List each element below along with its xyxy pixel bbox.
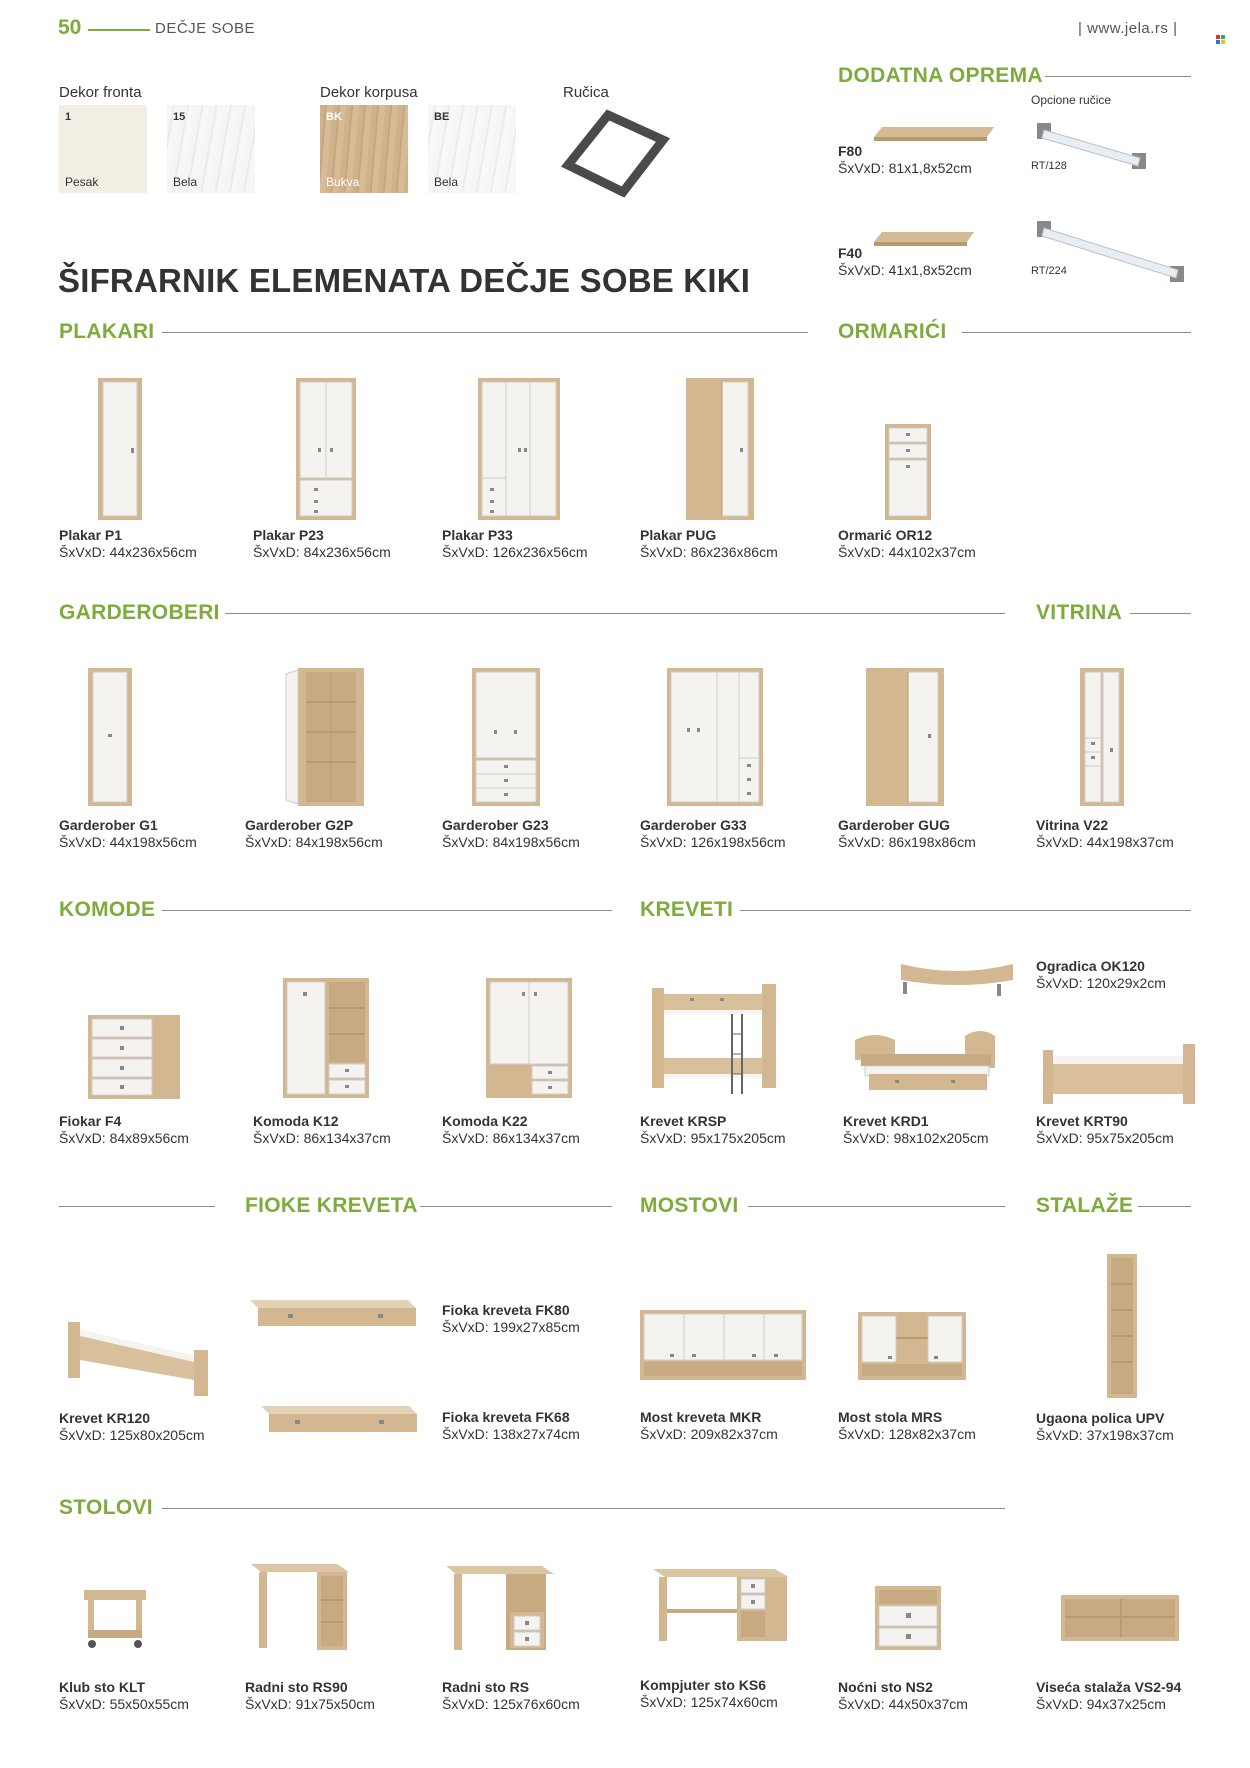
item-name: Krevet KR120	[59, 1410, 151, 1426]
handle-rt224-image	[1032, 218, 1192, 293]
swatch-pesak[interactable]	[59, 105, 147, 193]
garderober-g1-image	[88, 668, 134, 808]
board-f80-image	[872, 125, 997, 145]
komoda-k22-image	[486, 978, 574, 1100]
item-name: Kompjuter sto KS6	[640, 1677, 767, 1693]
divider	[420, 1206, 612, 1207]
item-name: Fioka kreveta FK80	[442, 1302, 570, 1318]
item-dim: ŠxVxD: 120x29x2cm	[1036, 975, 1166, 991]
item-dim: ŠxVxD: 37x198x37cm	[1036, 1427, 1174, 1443]
plakar-p23-image	[296, 378, 358, 522]
section-garderoberi: GARDEROBERI	[59, 601, 220, 624]
fiokar-f4-image	[88, 1015, 182, 1101]
item-name: Krevet KRD1	[843, 1113, 929, 1129]
item-dim: ŠxVxD: 126x236x56cm	[442, 544, 588, 560]
plakar-pug-image	[686, 378, 756, 522]
item-dim: ŠxVxD: 44x198x56cm	[59, 834, 197, 850]
header-section-label: DEČJE SOBE	[155, 20, 256, 37]
handle-caption: Ručica	[563, 84, 609, 101]
item-dim: ŠxVxD: 81x1,8x52cm	[838, 160, 972, 176]
most-stola-mrs-image	[858, 1312, 968, 1384]
divider	[1045, 76, 1191, 77]
divider	[59, 1206, 215, 1207]
garderober-g23-image	[472, 668, 542, 808]
item-name: Krevet KRT90	[1036, 1113, 1128, 1129]
section-dodatna-oprema: DODATNA OPREMA	[838, 64, 1043, 87]
item-name: Garderober G2P	[245, 817, 354, 833]
garderober-gug-image	[866, 668, 946, 808]
section-mostovi: MOSTOVI	[640, 1194, 739, 1217]
item-dim: ŠxVxD: 44x198x37cm	[1036, 834, 1174, 850]
divider	[162, 332, 808, 333]
page-title: ŠIFRARNIK ELEMENATA DEČJE SOBE KIKI	[58, 262, 751, 299]
handle-label: RT/224	[1031, 265, 1067, 277]
swatch-bukva[interactable]	[320, 105, 408, 193]
item-name: Most stola MRS	[838, 1409, 943, 1425]
section-stalaze: STALAŽE	[1036, 1194, 1134, 1217]
logo-dots-icon	[1216, 35, 1226, 45]
divider	[162, 910, 612, 911]
krevet-krd1-image	[855, 1030, 1000, 1100]
header-url[interactable]: | www.jela.rs |	[1078, 20, 1178, 37]
item-name: Ormarić OR12	[838, 527, 933, 543]
page-number: 50	[58, 16, 82, 39]
item-dim: ŠxVxD: 138x27x74cm	[442, 1426, 580, 1442]
item-dim: ŠxVxD: 86x134x37cm	[442, 1130, 580, 1146]
radni-sto-rs-image	[446, 1562, 558, 1654]
item-dim: ŠxVxD: 55x50x55cm	[59, 1696, 189, 1712]
fioka-fk80-image	[248, 1292, 418, 1332]
item-dim: ŠxVxD: 95x175x205cm	[640, 1130, 786, 1146]
divider	[740, 910, 1191, 911]
krevet-kr120-image	[68, 1320, 213, 1400]
item-name: Fioka kreveta FK68	[442, 1409, 570, 1425]
item-dim: ŠxVxD: 86x134x37cm	[253, 1130, 391, 1146]
section-ormarici: ORMARIĆI	[838, 320, 947, 343]
item-dim: ŠxVxD: 86x198x86cm	[838, 834, 976, 850]
item-name: Fiokar F4	[59, 1113, 122, 1129]
item-dim: ŠxVxD: 41x1,8x52cm	[838, 262, 972, 278]
garderober-g2p-image	[286, 668, 368, 808]
item-dim: ŠxVxD: 84x198x56cm	[442, 834, 580, 850]
item-name: Radni sto RS90	[245, 1679, 348, 1695]
item-dim: ŠxVxD: 128x82x37cm	[838, 1426, 976, 1442]
klub-sto-klt-image	[84, 1590, 148, 1652]
item-dim: ŠxVxD: 98x102x205cm	[843, 1130, 989, 1146]
section-komode: KOMODE	[59, 898, 156, 921]
item-dim: ŠxVxD: 44x236x56cm	[59, 544, 197, 560]
kompjuter-sto-ks6-image	[653, 1565, 793, 1645]
item-dim: ŠxVxD: 84x236x56cm	[253, 544, 391, 560]
item-dim: ŠxVxD: 209x82x37cm	[640, 1426, 778, 1442]
item-dim: ŠxVxD: 44x50x37cm	[838, 1696, 968, 1712]
divider	[962, 332, 1191, 333]
swatch-code: 1	[65, 111, 72, 123]
fioka-fk68-image	[259, 1400, 419, 1440]
item-name: Garderober G23	[442, 817, 549, 833]
item-name: Komoda K22	[442, 1113, 528, 1129]
section-stolovi: STOLOVI	[59, 1496, 153, 1519]
item-dim: ŠxVxD: 126x198x56cm	[640, 834, 786, 850]
vitrina-v22-image	[1080, 668, 1126, 808]
item-code: F40	[838, 245, 863, 261]
ormaric-or12-image	[885, 424, 933, 522]
divider	[225, 613, 1005, 614]
item-name: Viseća stalaža VS2-94	[1036, 1679, 1182, 1695]
ugaona-polica-upv-image	[1107, 1254, 1139, 1400]
swatch-code: BK	[326, 111, 342, 123]
swatch-bela-front[interactable]	[167, 105, 255, 193]
item-dim: ŠxVxD: 125x76x60cm	[442, 1696, 580, 1712]
item-dim: ŠxVxD: 125x74x60cm	[640, 1694, 778, 1710]
swatch-bela-body[interactable]	[428, 105, 516, 193]
item-dim: ŠxVxD: 84x89x56cm	[59, 1130, 189, 1146]
section-plakari: PLAKARI	[59, 320, 155, 343]
item-name: Radni sto RS	[442, 1679, 530, 1695]
section-kreveti: KREVETI	[640, 898, 734, 921]
nocni-sto-ns2-image	[875, 1586, 945, 1654]
garderober-g33-image	[667, 668, 765, 808]
divider	[748, 1206, 1005, 1207]
item-name: Plakar P1	[59, 527, 123, 543]
swatch-code: BE	[434, 111, 450, 123]
swatch-name: Bukva	[326, 175, 360, 189]
most-kreveta-mkr-image	[640, 1310, 808, 1384]
item-dim: ŠxVxD: 86x236x86cm	[640, 544, 778, 560]
viseca-stalaza-vs2-94-image	[1061, 1595, 1181, 1645]
item-name: Garderober GUG	[838, 817, 951, 833]
item-name: Vitrina V22	[1036, 817, 1109, 833]
ogradica-ok120-image	[897, 960, 1017, 1000]
divider	[1138, 1206, 1191, 1207]
swatch-code: 15	[173, 111, 186, 123]
item-name: Krevet KRSP	[640, 1113, 727, 1129]
item-name: Komoda K12	[253, 1113, 339, 1129]
item-dim: ŠxVxD: 84x198x56cm	[245, 834, 383, 850]
handle-image	[563, 110, 668, 195]
header-divider	[88, 29, 150, 31]
item-code: F80	[838, 143, 863, 159]
item-dim: ŠxVxD: 44x102x37cm	[838, 544, 976, 560]
swatch-name: Bela	[173, 175, 198, 189]
item-dim: ŠxVxD: 199x27x85cm	[442, 1319, 580, 1335]
krevet-krsp-image	[650, 984, 780, 1096]
item-name: Plakar PUG	[640, 527, 717, 543]
item-name: Garderober G1	[59, 817, 158, 833]
radni-sto-rs90-image	[251, 1560, 351, 1652]
komoda-k12-image	[283, 978, 371, 1100]
board-f40-image	[872, 230, 977, 250]
divider	[1130, 613, 1191, 614]
swatch-name: Bela	[434, 175, 459, 189]
front-decor-caption: Dekor fronta	[59, 84, 142, 101]
section-vitrina: VITRINA	[1036, 601, 1123, 624]
plakar-p33-image	[478, 378, 562, 522]
item-name: Noćni sto NS2	[838, 1679, 933, 1695]
item-name: Ogradica OK120	[1036, 958, 1145, 974]
item-dim: ŠxVxD: 91x75x50cm	[245, 1696, 375, 1712]
handle-label: RT/128	[1031, 160, 1067, 172]
divider	[162, 1508, 1005, 1509]
handles-caption: Opcione ručice	[1031, 93, 1112, 107]
krevet-krt90-image	[1043, 1040, 1198, 1110]
item-name: Plakar P23	[253, 527, 324, 543]
swatch-name: Pesak	[65, 175, 99, 189]
item-name: Most kreveta MKR	[640, 1409, 762, 1425]
plakar-p1-image	[98, 378, 144, 522]
item-name: Plakar P33	[442, 527, 513, 543]
item-dim: ŠxVxD: 94x37x25cm	[1036, 1696, 1166, 1712]
body-decor-caption: Dekor korpusa	[320, 84, 418, 101]
item-dim: ŠxVxD: 125x80x205cm	[59, 1427, 205, 1443]
section-fioke-kreveta: FIOKE KREVETA	[245, 1194, 418, 1217]
item-name: Klub sto KLT	[59, 1679, 146, 1695]
item-dim: ŠxVxD: 95x75x205cm	[1036, 1130, 1174, 1146]
item-name: Garderober G33	[640, 817, 747, 833]
item-name: Ugaona polica UPV	[1036, 1410, 1165, 1426]
